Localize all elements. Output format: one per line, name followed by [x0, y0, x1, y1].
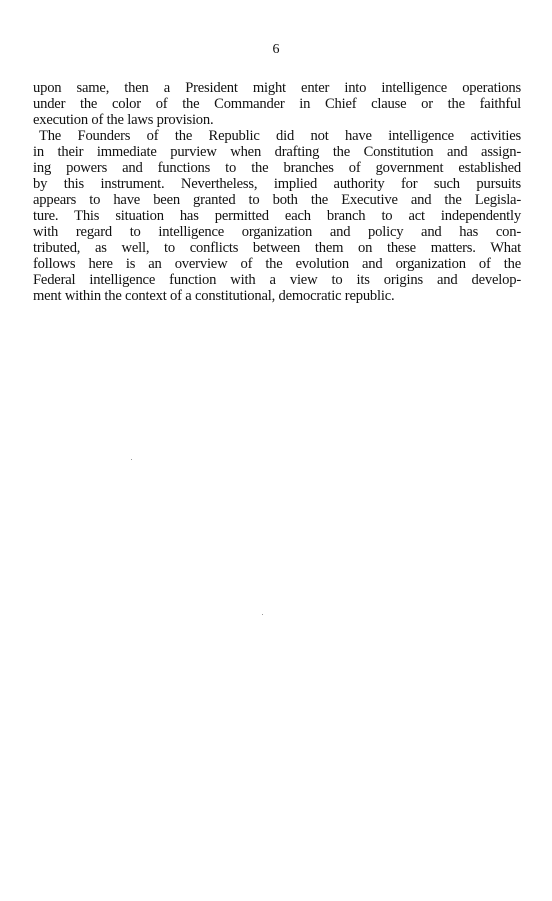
- scan-speck: [131, 459, 132, 460]
- text-line: ture. This situation has permitted each branch to act independently: [33, 208, 521, 224]
- text-line: ment within the context of a constitutional, democratic republic.: [33, 288, 395, 304]
- text-line: execution of the laws provision.: [33, 112, 214, 128]
- text-line: appears to have been granted to both the Executive and the Legisla-: [33, 192, 521, 208]
- scan-speck: [262, 614, 263, 615]
- text-line: Federal intelligence function with a view to its origins and develop-: [33, 272, 521, 288]
- text-line: upon same, then a President might enter into intelligence operations: [33, 80, 521, 96]
- text-line: by this instrument. Nevertheless, implied authority for such pursuits: [33, 176, 521, 192]
- text-line: under the color of the Commander in Chief clause or the faithful: [33, 96, 521, 112]
- text-line: ing powers and functions to the branches of government established: [33, 160, 521, 176]
- text-line: tributed, as well, to conflicts between them on these matters. What: [33, 240, 521, 256]
- text-line: in their immediate purview when drafting the Constitution and assign-: [33, 144, 521, 160]
- page-number: 6: [272, 42, 280, 57]
- paragraph-first-line: The Founders of the Republic did not have intelligence activities: [39, 128, 521, 144]
- text-line: follows here is an overview of the evolution and organization of the: [33, 256, 521, 272]
- text-line: with regard to intelligence organization and policy and has con-: [33, 224, 521, 240]
